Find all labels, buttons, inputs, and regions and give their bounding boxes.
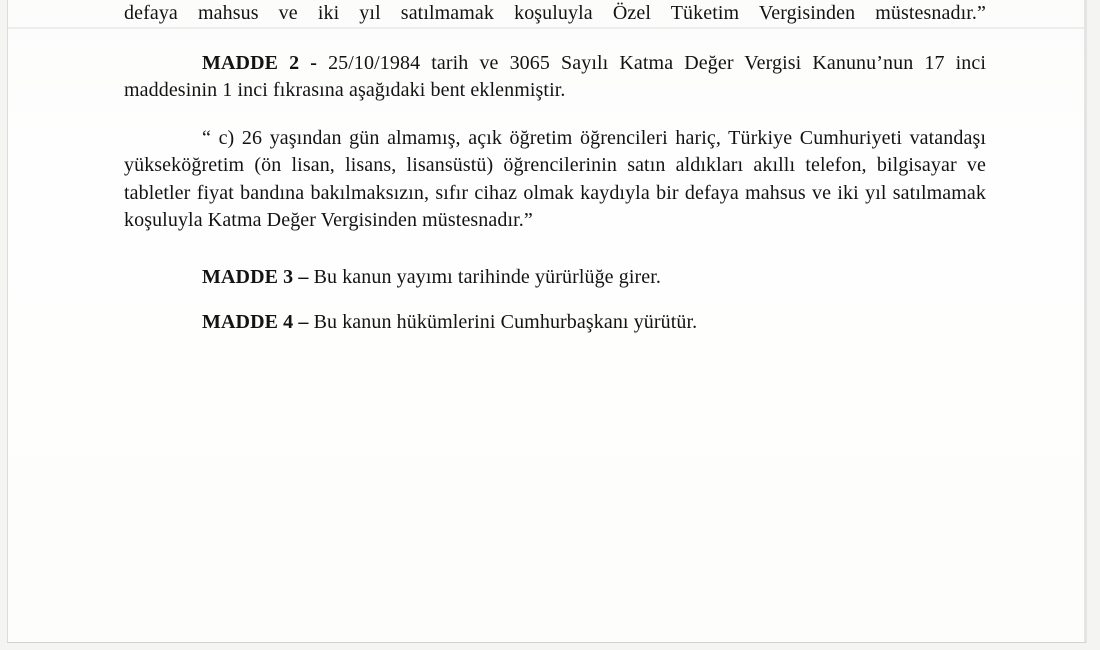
paragraph-madde-3 [124,264,986,292]
madde-3-text: Bu kanun yayımı tarihinde yürürlüğe girer. [313,265,662,288]
document-content [124,0,986,337]
clipped-top-line: defaya mahsus ve iki yıl satılmamak koşuluyla Özel Tüketim Vergisinden müstesnadır.” [124,2,986,24]
paragraph-madde-2 [124,50,986,105]
madde-2-text: 25/10/1984 tarih ve 3065 Sayılı Katma Değer Vergisi Kanunu’nun 17 inci maddesinin 1 inci fıkrasına aşağıdaki bent eklenmiştir. [124,51,986,101]
document-page [7,0,1087,643]
paragraph-bent-c: “ c) 26 yaşından gün almamış, açık öğretim öğrencileri hariç, Türkiye Cumhuriyeti vatandaşı yükseköğretim (ön lisan, lisans, lisansüstü) öğrencilerinin satın aldıkları akıllı telefon, bilgisayar ve tabletler fiyat bandına bakılmaksızın, sıfır cihaz olmak kaydıyla bir defaya mahsus ve iki yıl satılmamak koşuluyla Katma Değer Vergisinden müstesnadır.” [124,126,986,231]
madde-4-label: MADDE 4 – [202,311,309,333]
madde-2-label: MADDE 2 - [202,51,318,74]
madde-3-label: MADDE 3 – [202,265,309,288]
paragraph-madde-4 [124,309,986,337]
madde-4-text: Bu kanun hükümlerini Cumhurbaşkanı yürütür. [313,311,698,333]
